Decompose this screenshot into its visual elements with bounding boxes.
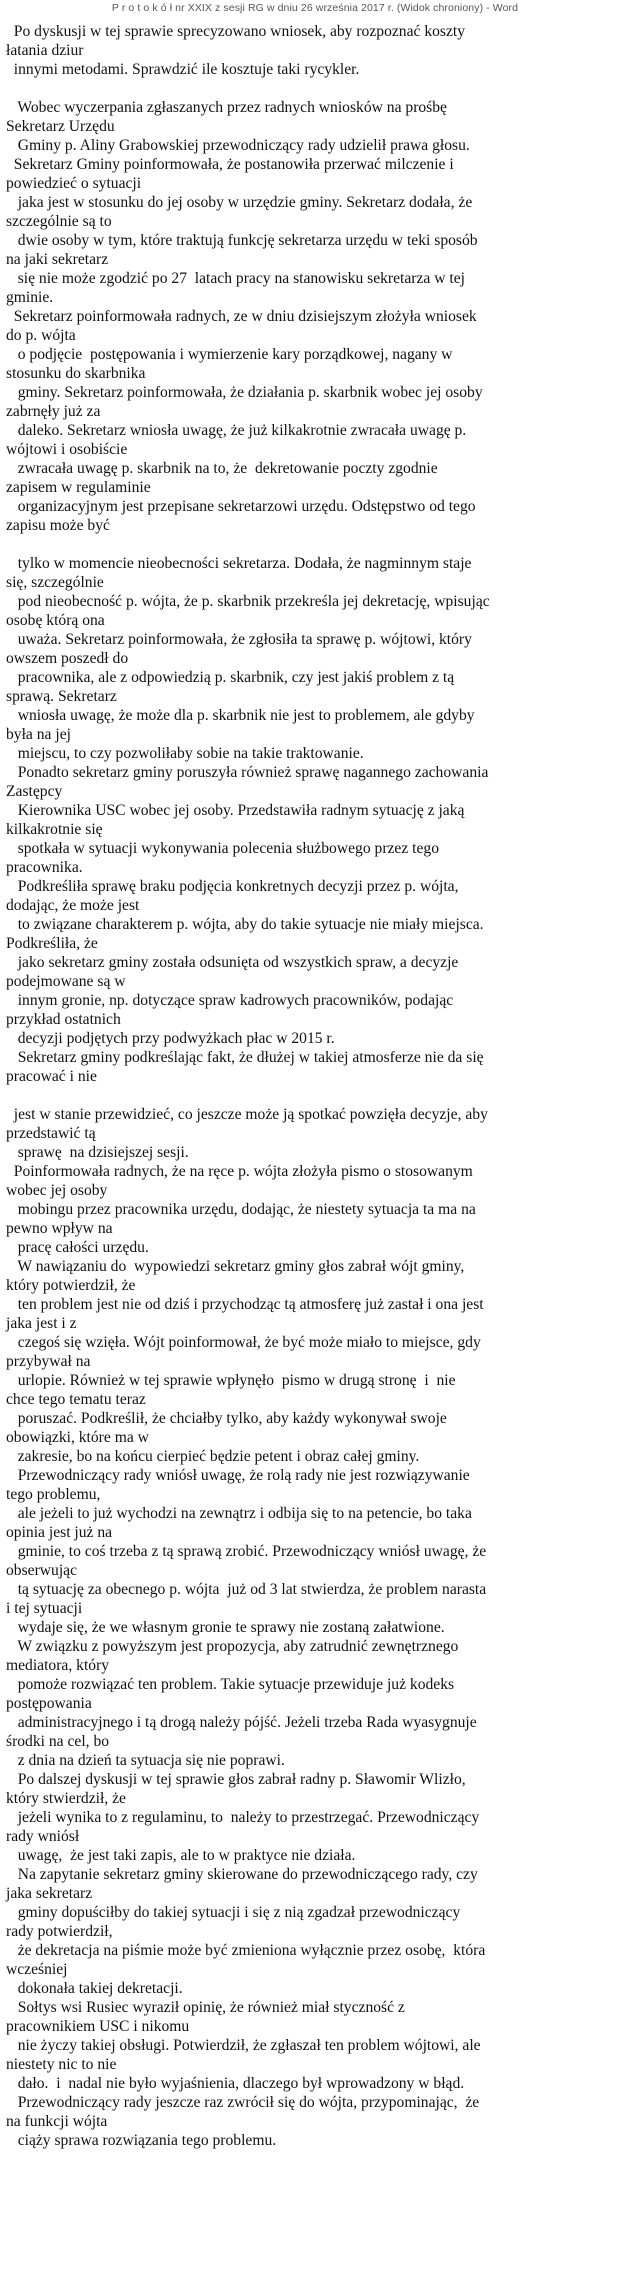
- text-line: sprawę na dzisiejszej sesji.: [6, 1144, 189, 1161]
- text-line: Przewodniczący rady jeszcze raz zwrócił się do wójta, przypominając, że: [6, 2094, 480, 2111]
- text-line: W związku z powyższym jest propozycja, aby zatrudnić zewnętrznego: [6, 1638, 459, 1655]
- text-line: podejmowane są w: [6, 973, 126, 990]
- text-line: wójtowi i osobiście: [6, 441, 128, 458]
- text-line: który potwierdził, że: [6, 1277, 136, 1294]
- text-line: ale jeżeli to już wychodzi na zewnątrz i odbija się to na petencie, bo taka: [6, 1505, 472, 1522]
- text-line: pracownikiem USC i nikomu: [6, 2018, 190, 2035]
- text-line: pod nieobecność p. wójta, że p. skarbnik przekreśla jej dekretację, wpisując: [6, 593, 490, 610]
- text-line: Podkreśliła sprawę braku podjęcia konkretnych decyzji przez p. wójta,: [6, 878, 459, 895]
- text-line: mediatora, który: [6, 1657, 110, 1674]
- text-line: jeżeli wynika to z regulaminu, to należy to przestrzegać. Przewodniczący: [6, 1809, 480, 1826]
- text-line: Gminy p. Aliny Grabowskiej przewodniczący rady udzielił prawa głosu.: [6, 137, 470, 154]
- text-line: jaka sekretarz: [6, 1885, 93, 1902]
- text-line: powiedzieć o sytuacji: [6, 175, 142, 192]
- text-line: Wobec wyczerpania zgłaszanych przez radnych wniosków na prośbę: [6, 99, 447, 116]
- text-line: szczególnie są to: [6, 213, 112, 230]
- text-line: uważa. Sekretarz poinformowała, że zgłosiła ta sprawę p. wójtowi, który: [6, 631, 472, 648]
- text-line: uwagę, że jest taki zapis, ale to w praktyce nie działa.: [6, 1847, 356, 1864]
- text-line: spotkała w sytuacji wykonywania polecenia służbowego przez tego: [6, 840, 440, 857]
- text-line: poruszać. Podkreślił, że chciałby tylko, aby każdy wykonywał swoje: [6, 1410, 447, 1427]
- text-line: ten problem jest nie od dziś i przychodząc tą atmosferę już zastał i ona jest: [6, 1296, 484, 1313]
- text-line: Sekretarz gminy podkreślając fakt, że dłużej w takiej atmosferze nie da się: [6, 1049, 484, 1066]
- text-line: Zastępcy: [6, 783, 63, 800]
- text-line: postępowania: [6, 1695, 92, 1712]
- blank-line: [6, 535, 618, 554]
- text-line: pewno wpływ na: [6, 1220, 113, 1237]
- text-line: pomoże rozwiązać ten problem. Takie sytuacje przewiduje już kodeks: [6, 1676, 455, 1693]
- text-line: przedstawić tą: [6, 1125, 96, 1142]
- text-line: sprawą. Sekretarz: [6, 688, 117, 705]
- text-line: do p. wójta: [6, 327, 76, 344]
- text-line: kilkakrotnie się: [6, 821, 103, 838]
- text-line: że dekretacja na piśmie może być zmieniona wyłącznie przez osobę, która: [6, 1942, 486, 1959]
- text-line: wydaje się, że we własnym gronie te sprawy nie zostaną załatwione.: [6, 1619, 445, 1636]
- text-line: zapisem w regulaminie: [6, 479, 151, 496]
- text-line: dodając, że może jest: [6, 897, 140, 914]
- text-line: stosunku do skarbnika: [6, 365, 146, 382]
- text-line: pracownika.: [6, 859, 83, 876]
- text-line: Podkreśliła, że: [6, 935, 98, 952]
- text-line: tego problemu,: [6, 1486, 101, 1503]
- text-line: pracę całości urzędu.: [6, 1239, 149, 1256]
- text-line: wniosła uwagę, że może dla p. skarbnik nie jest to problemem, ale gdyby: [6, 707, 475, 724]
- text-line: jaka jest w stosunku do jej osoby w urzędzie gminy. Sekretarz dodała, że: [6, 194, 473, 211]
- window-title: P r o t o k ó ł nr XXIX z sesji RG w dniu 26 września 2017 r. (Widok chroniony) - Word: [111, 2, 519, 14]
- text-line: gminie.: [6, 289, 54, 306]
- text-line: z dnia na dzień ta sytuacja się nie poprawi.: [6, 1752, 285, 1769]
- text-line: zabrnęły już za: [6, 403, 101, 420]
- text-line: mobingu przez pracownika urzędu, dodając, że niestety sytuacja ta ma na: [6, 1201, 476, 1218]
- text-line: decyzji podjętych przy podwyżkach płac w 2015 r.: [6, 1030, 335, 1047]
- text-line: była na jej: [6, 726, 71, 743]
- text-line: wcześniej: [6, 1961, 68, 1978]
- text-line: który stwierdził, że: [6, 1790, 126, 1807]
- text-line: łatania dziur: [6, 42, 84, 59]
- text-line: Na zapytanie sekretarz gminy skierowane do przewodniczącego rady, czy: [6, 1866, 478, 1883]
- text-line: nie życzy takiej obsługi. Potwierdził, że zgłaszał ten problem wójtowi, ale: [6, 2037, 481, 2054]
- text-line: przykład ostatnich: [6, 1011, 121, 1028]
- text-line: czegoś się wzięła. Wójt poinformował, że być może miało to miejsce, gdy: [6, 1334, 481, 1351]
- text-line: rady potwierdził,: [6, 1923, 113, 1940]
- text-line: dało. i nadal nie było wyjaśnienia, dlaczego był wprowadzony w błąd.: [6, 2075, 465, 2092]
- text-line: jaka jest i z: [6, 1315, 77, 1332]
- text-line: na jaki sekretarz: [6, 251, 109, 268]
- text-line: się nie może zgodzić po 27 latach pracy na stanowisku sekretarza w tej: [6, 270, 465, 287]
- text-line: Sekretarz poinformowała radnych, ze w dniu dzisiejszym złożyła wniosek: [6, 308, 477, 325]
- text-line: pracownika, ale z odpowiedzią p. skarbnik, czy jest jakiś problem z tą: [6, 669, 455, 686]
- text-line: gminie, to coś trzeba z tą sprawą zrobić. Przewodniczący wniósł uwagę, że: [6, 1543, 487, 1560]
- text-line: wobec jej osoby: [6, 1182, 108, 1199]
- text-line: obserwując: [6, 1562, 78, 1579]
- text-line: zwracała uwagę p. skarbnik na to, że dekretowanie poczty zgodnie: [6, 460, 438, 477]
- text-line: dwie osoby w tym, które traktują funkcję sekretarza urzędu w teki sposób: [6, 232, 478, 249]
- text-line: to związane charakterem p. wójta, aby do takie sytuacje nie miały miejsca.: [6, 916, 484, 933]
- text-line: Po dyskusji w tej sprawie sprecyzowano wniosek, aby rozpoznać koszty: [6, 23, 466, 40]
- text-line: miejscu, to czy pozwoliłaby sobie na takie traktowanie.: [6, 745, 364, 762]
- text-line: owszem poszedł do: [6, 650, 129, 667]
- text-line: W nawiązaniu do wypowiedzi sekretarz gminy głos zabrał wójt gminy,: [6, 1258, 465, 1275]
- text-line: jest w stanie przewidzieć, co jeszcze może ją spotkać powzięła decyzje, aby: [6, 1106, 488, 1123]
- text-line: innymi metodami. Sprawdzić ile kosztuje taki rycykler.: [6, 61, 360, 78]
- text-line: dokonała takiej dekretacji.: [6, 1980, 183, 1997]
- text-line: gminy. Sekretarz poinformowała, że działania p. skarbnik wobec jej osoby: [6, 384, 483, 401]
- text-line: urlopie. Również w tej sprawie wpłynęło pismo w drugą stronę i nie: [6, 1372, 456, 1389]
- text-line: przybywał na: [6, 1353, 91, 1370]
- text-line: Po dalszej dyskusji w tej sprawie głos zabrał radny p. Sławomir Wlizło,: [6, 1771, 466, 1788]
- text-line: Ponadto sekretarz gminy poruszyła również sprawę nagannego zachowania: [6, 764, 489, 781]
- text-line: tą sytuację za obecnego p. wójta już od 3 lat stwierdza, że problem narasta: [6, 1581, 487, 1598]
- text-line: na funkcji wójta: [6, 2113, 108, 2130]
- text-line: Kierownika USC wobec jej osoby. Przedstawiła radnym sytuację z jaką: [6, 802, 465, 819]
- text-line: administracyjnego i tą drogą należy pójść. Jeżeli trzeba Rada wyasygnuje: [6, 1714, 477, 1731]
- text-line: pracować i nie: [6, 1068, 97, 1085]
- text-line: o podjęcie postępowania i wymierzenie kary porządkowej, nagany w: [6, 346, 453, 363]
- text-line: i tej sytuacji: [6, 1600, 83, 1617]
- text-line: ciąży sprawa rozwiązania tego problemu.: [6, 2132, 277, 2149]
- text-line: Sekretarz Urzędu: [6, 118, 115, 135]
- text-line: jako sekretarz gminy została odsunięta od wszystkich spraw, a decyzje: [6, 954, 459, 971]
- document-body: [6, 22, 618, 2150]
- text-line: opinia jest już na: [6, 1524, 113, 1541]
- text-line: niestety nic to nie: [6, 2056, 117, 2073]
- blank-line: [6, 1086, 618, 1105]
- text-line: organizacyjnym jest przepisane sekretarzowi urzędu. Odstępstwo od tego: [6, 498, 476, 515]
- text-line: innym gronie, np. dotyczące spraw kadrowych pracowników, podając: [6, 992, 454, 1009]
- text-line: gminy dopuściłby do takiej sytuacji i się z nią zgadzał przewodniczący: [6, 1904, 461, 1921]
- text-line: daleko. Sekretarz wniosła uwagę, że już kilkakrotnie zwracała uwagę p.: [6, 422, 467, 439]
- text-line: obowiązki, które ma w: [6, 1429, 149, 1446]
- blank-line: [6, 79, 618, 98]
- text-line: tylko w momencie nieobecności sekretarza. Dodała, że nagminnym staje: [6, 555, 472, 572]
- text-line: osobę którą ona: [6, 612, 105, 629]
- text-line: Sekretarz Gminy poinformowała, że postanowiła przerwać milczenie i: [6, 156, 454, 173]
- text-line: zapisu może być: [6, 517, 110, 534]
- text-line: zakresie, bo na końcu cierpieć będzie petent i obraz całej gminy.: [6, 1448, 420, 1465]
- text-line: się, szczególnie: [6, 574, 104, 591]
- text-line: chce tego tematu teraz: [6, 1391, 146, 1408]
- text-line: Poinformowała radnych, że na ręce p. wójta złożyła pismo o stosowanym: [6, 1163, 473, 1180]
- text-line: Przewodniczący rady wniósł uwagę, że rolą rady nie jest rozwiązywanie: [6, 1467, 470, 1484]
- text-line: Sołtys wsi Rusiec wyraził opinię, że również miał styczność z: [6, 1999, 405, 2016]
- text-line: środki na cel, bo: [6, 1733, 110, 1750]
- text-line: rady wniósł: [6, 1828, 80, 1845]
